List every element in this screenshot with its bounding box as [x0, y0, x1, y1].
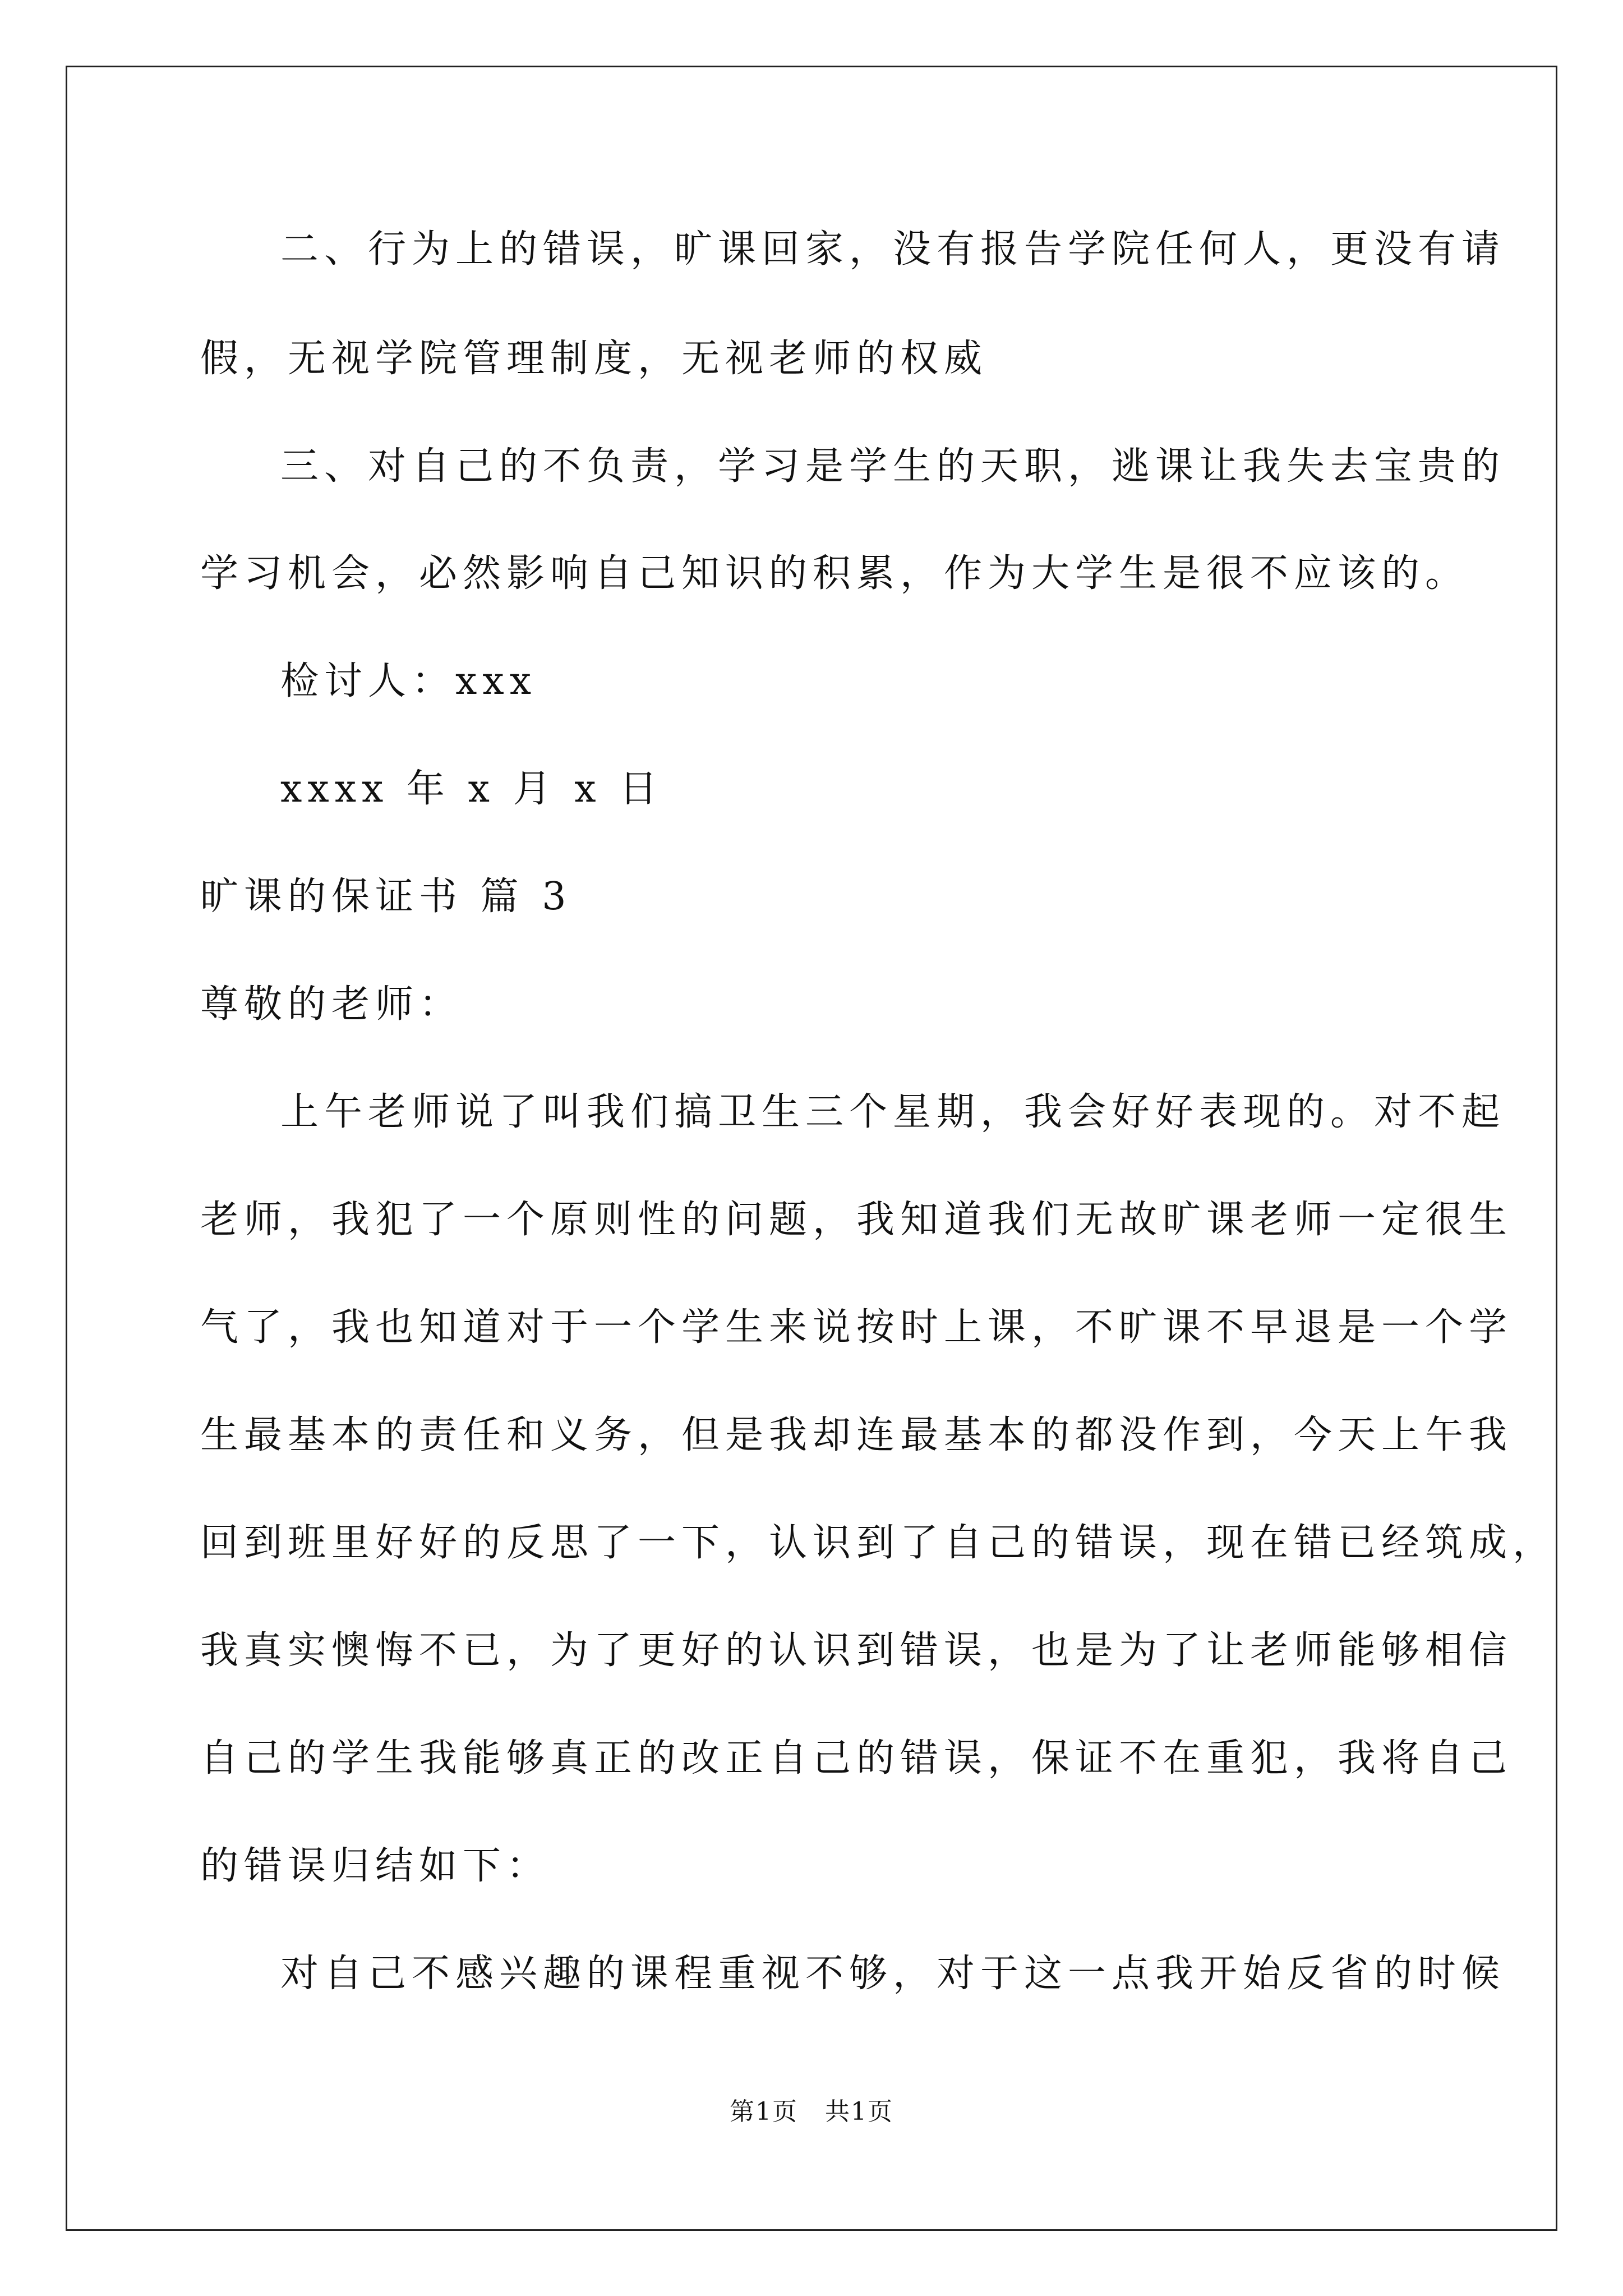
page-border	[66, 66, 1557, 2231]
salutation: 尊敬的老师：	[200, 982, 463, 1027]
paragraph-line: 回到班里好好的反思了一下，认识到了自己的错误，现在错已经筑成，	[200, 1521, 1557, 1565]
signature-line: 检讨人：xxx	[280, 659, 537, 703]
section-heading: 旷课的保证书 篇 3	[200, 875, 572, 919]
paragraph-line: 假，无视学院管理制度，无视老师的权威	[200, 337, 988, 381]
paragraph-line: 对自己不感兴趣的课程重视不够，对于这一点我开始反省的时候	[280, 1952, 1506, 1996]
paragraph-line: 学习机会，必然影响自己知识的积累，作为大学生是很不应该的。	[200, 551, 1469, 596]
paragraph-line: 二、行为上的错误，旷课回家，没有报告学院任何人，更没有请	[280, 227, 1506, 272]
paragraph-line: 气了，我也知道对于一个学生来说按时上课，不旷课不早退是一个学	[200, 1305, 1513, 1350]
paragraph-line: 生最基本的责任和义务，但是我却连最基本的都没作到，今天上午我	[200, 1413, 1513, 1457]
date-line: xxxx 年 x 月 x 日	[280, 767, 663, 811]
paragraph-line: 上午老师说了叫我们搞卫生三个星期，我会好好表现的。对不起	[280, 1090, 1506, 1134]
paragraph-line: 自己的学生我能够真正的改正自己的错误，保证不在重犯，我将自己	[200, 1736, 1513, 1780]
paragraph-line: 三、对自己的不负责，学习是学生的天职，逃课让我失去宝贵的	[280, 444, 1506, 489]
paragraph-line: 的错误归结如下：	[200, 1844, 551, 1888]
paragraph-line: 我真实懊悔不已，为了更好的认识到错误，也是为了让老师能够相信	[200, 1628, 1513, 1673]
page-number-footer: 第1页 共1页	[730, 2097, 893, 2126]
paragraph-line: 老师，我犯了一个原则性的问题，我知道我们无故旷课老师一定很生	[200, 1198, 1513, 1242]
